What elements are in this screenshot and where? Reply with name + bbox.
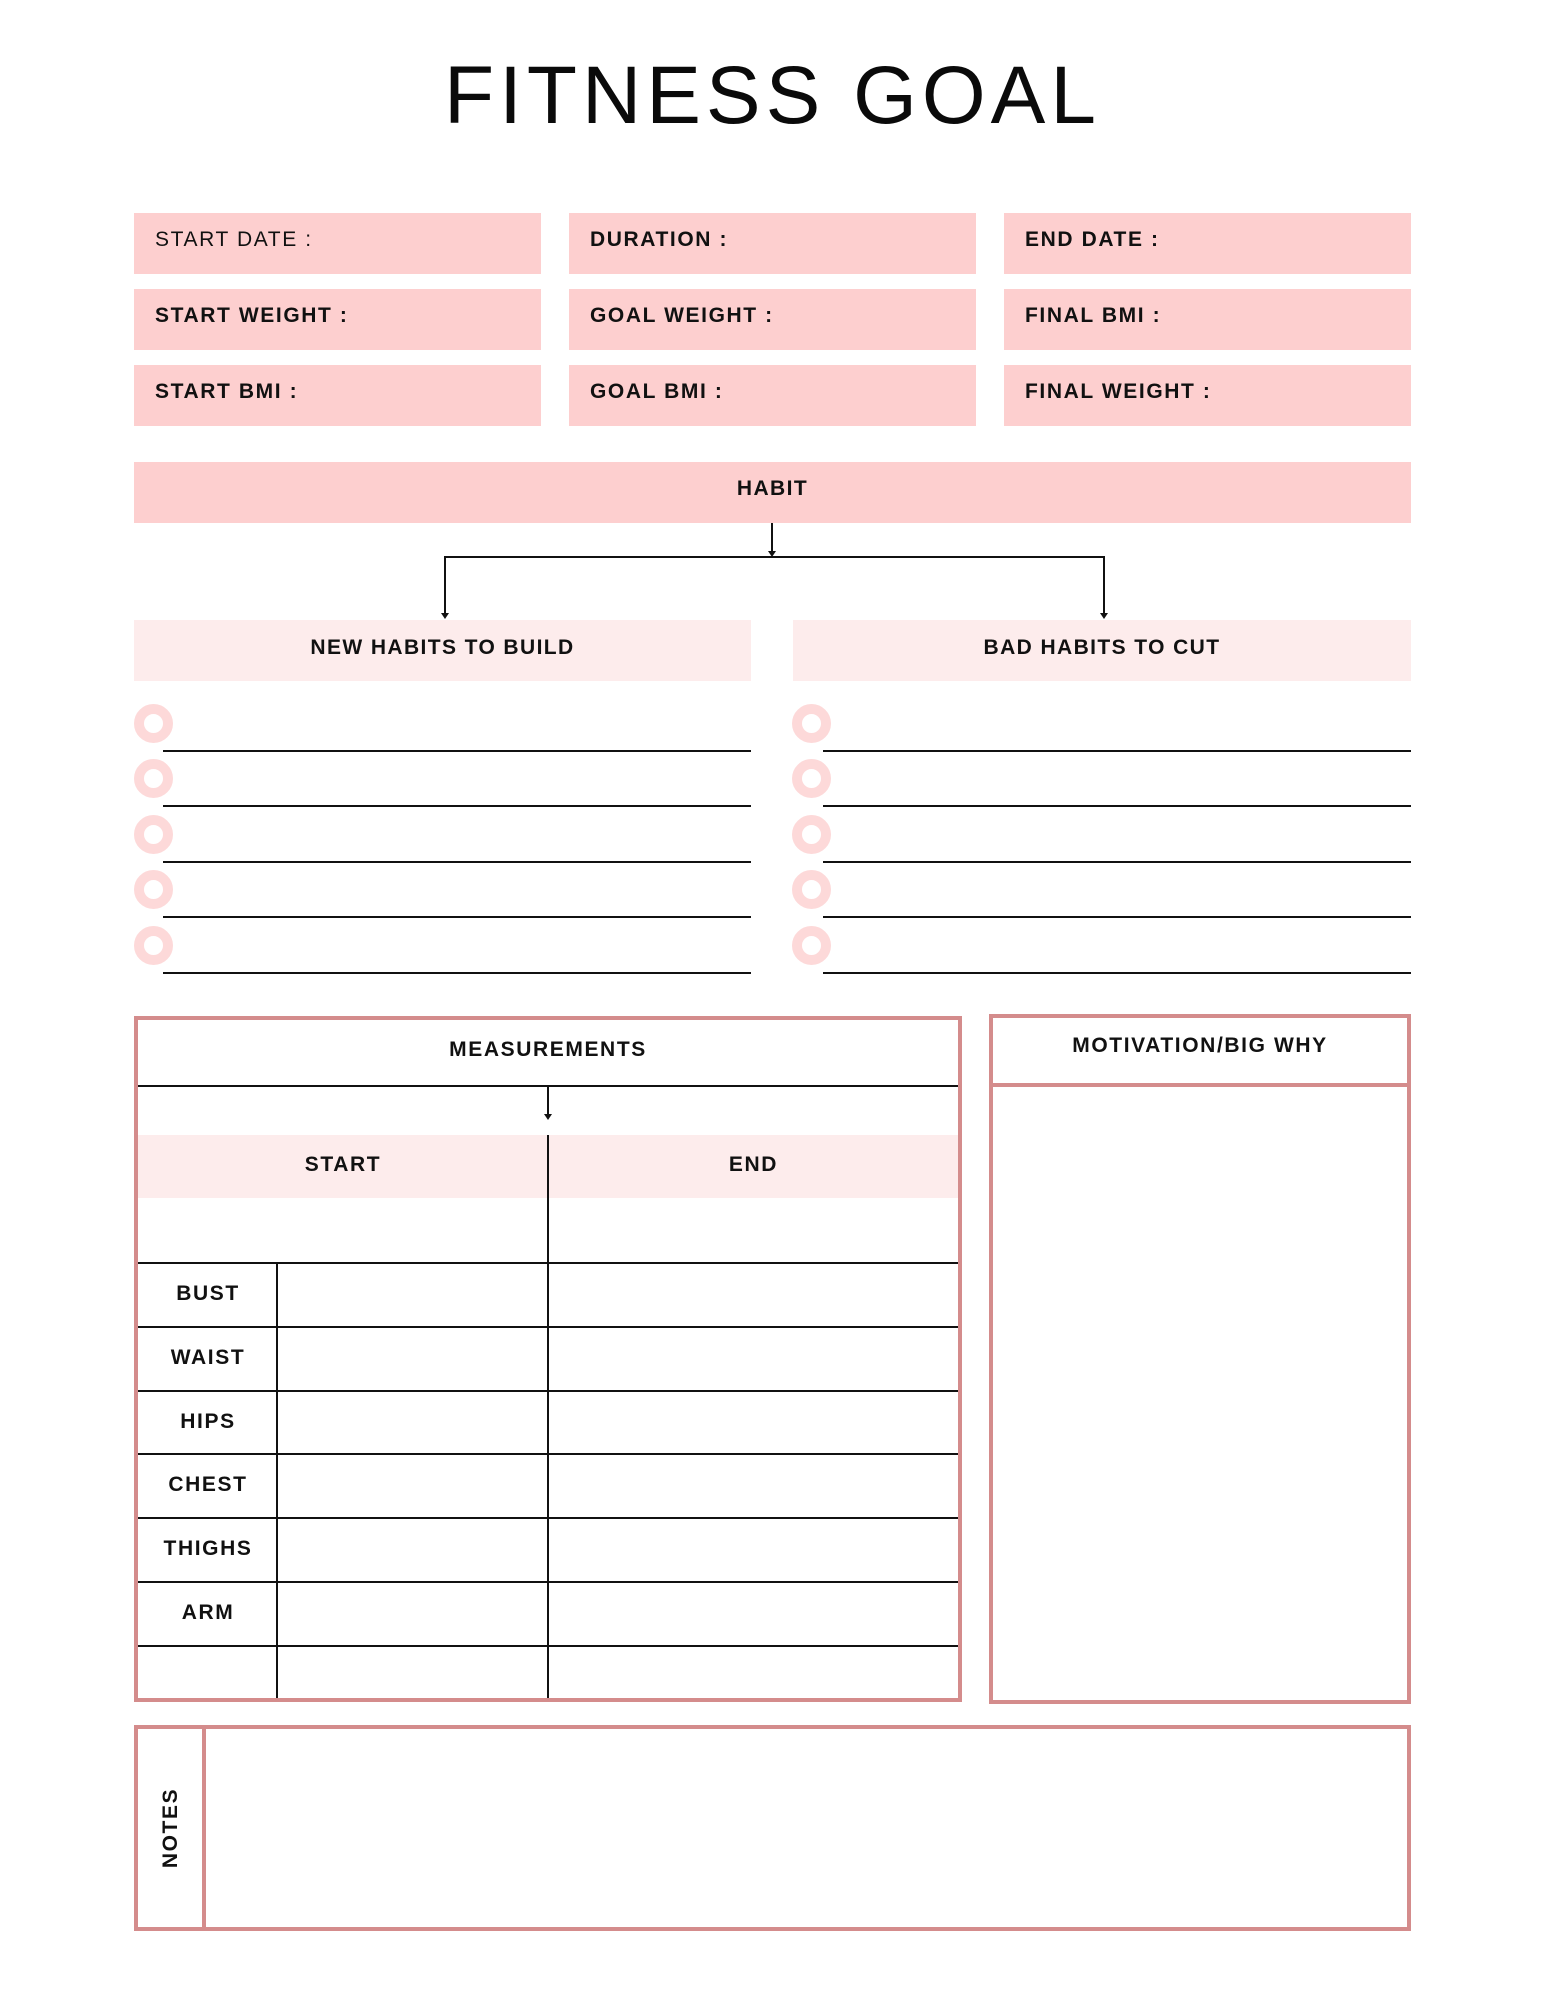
new-habits-header <box>134 620 751 681</box>
row-line <box>138 1517 958 1519</box>
row-label-chest: CHEST <box>168 1473 248 1496</box>
circle-bullet-icon[interactable] <box>792 870 831 909</box>
connector-center-stem <box>771 523 773 551</box>
row-line <box>138 1581 958 1583</box>
circle-bullet-icon[interactable] <box>134 759 173 798</box>
connector-left-stem <box>444 556 446 614</box>
motivation-divider <box>993 1083 1407 1087</box>
start-bmi-field[interactable] <box>134 365 541 426</box>
new-habit-line-2[interactable] <box>163 805 751 807</box>
duration-field[interactable] <box>569 213 976 274</box>
bad-habit-line-4[interactable] <box>823 916 1411 918</box>
goal-bmi-label: GOAL BMI : <box>590 380 724 403</box>
circle-bullet-icon[interactable] <box>134 926 173 965</box>
connector-horizontal <box>444 556 1105 558</box>
arrow-stem <box>547 1087 549 1115</box>
start-weight-label: START WEIGHT : <box>155 304 349 327</box>
habit-title: HABIT <box>736 477 809 500</box>
start-bmi-label: START BMI : <box>155 380 299 403</box>
row-line <box>138 1453 958 1455</box>
goal-weight-label: GOAL WEIGHT : <box>590 304 774 327</box>
bad-habit-line-5[interactable] <box>823 972 1411 974</box>
final-bmi-field[interactable] <box>1004 289 1411 350</box>
start-date-field[interactable] <box>134 213 541 274</box>
row-label-waist: WAIST <box>170 1346 246 1369</box>
notes-divider <box>202 1729 206 1927</box>
row-label-arm: ARM <box>181 1601 235 1624</box>
bad-habit-line-3[interactable] <box>823 861 1411 863</box>
notes-label: NOTES <box>159 1787 182 1869</box>
row-label-bust: BUST <box>176 1282 240 1305</box>
column-divider <box>547 1135 549 1698</box>
circle-bullet-icon[interactable] <box>134 815 173 854</box>
arrow-down-icon <box>544 1114 552 1120</box>
new-habit-line-1[interactable] <box>163 750 751 752</box>
measurements-table <box>134 1016 962 1702</box>
end-date-label: END DATE : <box>1025 228 1160 251</box>
bad-habits-header <box>793 620 1411 681</box>
habit-header <box>134 462 1411 523</box>
bad-habits-title: BAD HABITS TO CUT <box>983 636 1221 659</box>
arrow-down-icon <box>1100 613 1108 619</box>
row-line <box>138 1645 958 1647</box>
circle-bullet-icon[interactable] <box>134 870 173 909</box>
row-label-thighs: THIGHS <box>163 1537 253 1560</box>
connector-right-stem <box>1103 556 1105 614</box>
final-weight-label: FINAL WEIGHT : <box>1025 380 1212 403</box>
circle-bullet-icon[interactable] <box>792 815 831 854</box>
end-date-field[interactable] <box>1004 213 1411 274</box>
start-weight-field[interactable] <box>134 289 541 350</box>
column-end: END <box>728 1153 779 1176</box>
goal-weight-field[interactable] <box>569 289 976 350</box>
bad-habit-line-1[interactable] <box>823 750 1411 752</box>
column-start: START <box>304 1153 382 1176</box>
motivation-box[interactable] <box>989 1014 1411 1704</box>
circle-bullet-icon[interactable] <box>792 926 831 965</box>
duration-label: DURATION : <box>590 228 729 251</box>
arrow-down-icon <box>441 613 449 619</box>
notes-box[interactable] <box>134 1725 1411 1931</box>
page-title: FITNESS GOAL <box>444 50 1101 141</box>
row-line <box>138 1262 958 1264</box>
start-date-label: START DATE : <box>155 228 313 251</box>
final-weight-field[interactable] <box>1004 365 1411 426</box>
row-label-hips: HIPS <box>180 1410 236 1433</box>
motivation-title: MOTIVATION/BIG WHY <box>1072 1034 1328 1057</box>
row-line <box>138 1390 958 1392</box>
measurements-title: MEASUREMENTS <box>449 1038 647 1061</box>
row-line <box>138 1326 958 1328</box>
circle-bullet-icon[interactable] <box>134 704 173 743</box>
new-habits-title: NEW HABITS TO BUILD <box>310 636 575 659</box>
notes-label-cell <box>140 1729 202 1927</box>
bad-habit-line-2[interactable] <box>823 805 1411 807</box>
new-habit-line-5[interactable] <box>163 972 751 974</box>
circle-bullet-icon[interactable] <box>792 704 831 743</box>
goal-bmi-field[interactable] <box>569 365 976 426</box>
new-habit-line-4[interactable] <box>163 916 751 918</box>
final-bmi-label: FINAL BMI : <box>1025 304 1162 327</box>
circle-bullet-icon[interactable] <box>792 759 831 798</box>
new-habit-line-3[interactable] <box>163 861 751 863</box>
